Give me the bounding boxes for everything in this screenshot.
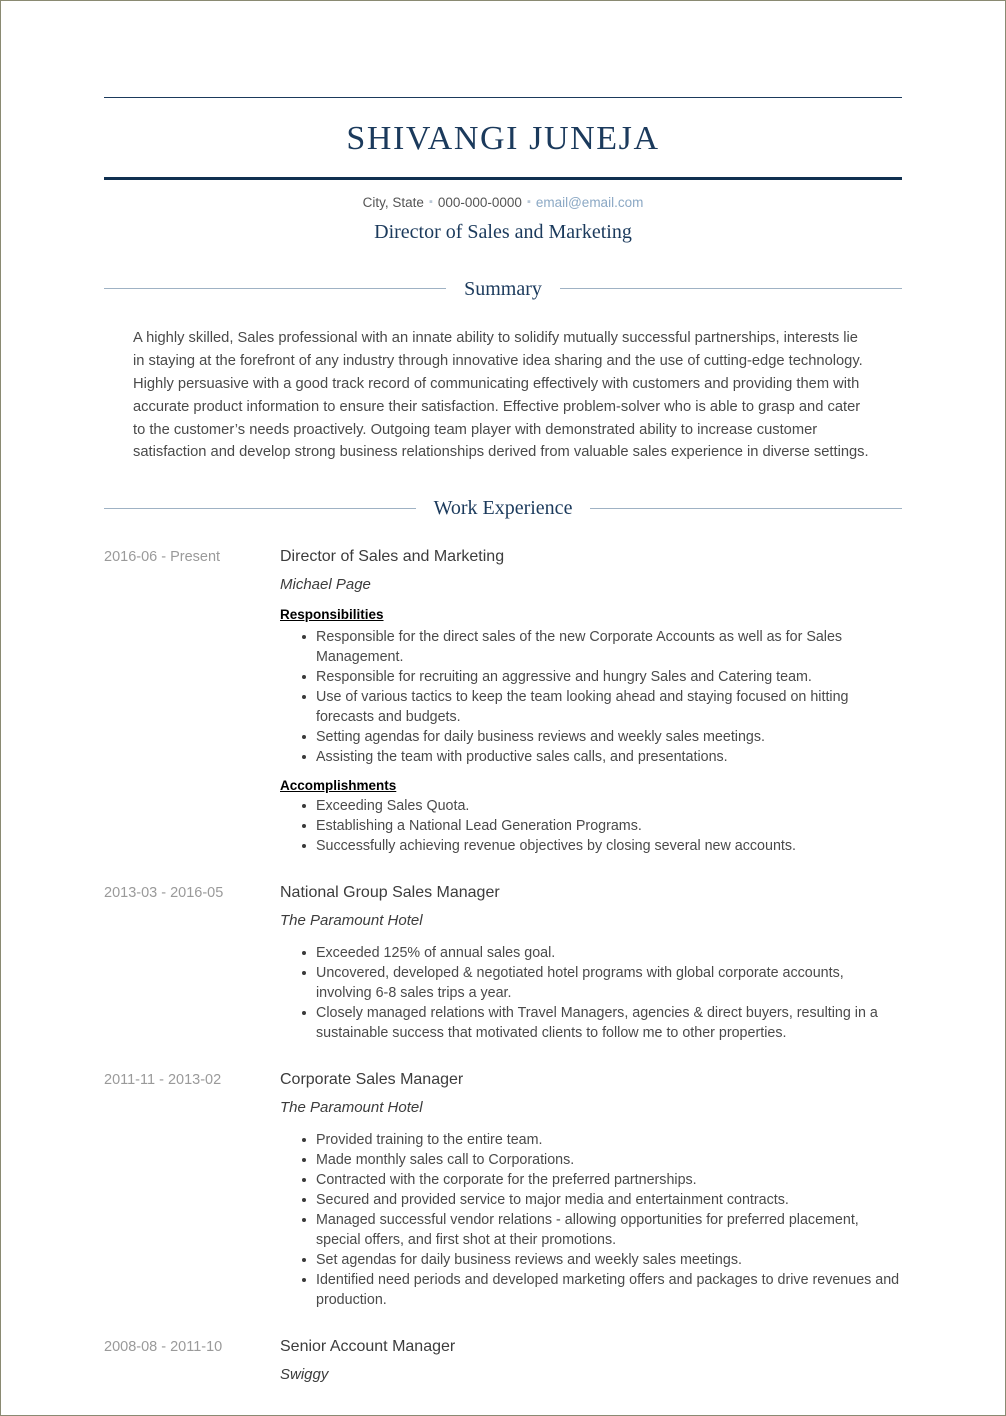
- summary-section: [104, 327, 902, 464]
- experience-entry: [104, 546, 902, 856]
- resume-header: [104, 1, 902, 245]
- resume-content: [1, 1, 1005, 1386]
- experience-title: Director of Sales and Marketing: [280, 548, 505, 566]
- experience-group-heading: Accomplishments: [280, 778, 397, 794]
- experience-company: The Paramount Hotel: [280, 1099, 423, 1117]
- list-item: Successfully achieving revenue objectives by closing several new accounts.: [302, 836, 902, 856]
- list-item: Closely managed relations with Travel Managers, agencies & direct buyers, resulting in a sustainable success that motivated clients to follow me to other properties.: [302, 1003, 902, 1043]
- list-item: Exceeding Sales Quota.: [302, 796, 902, 816]
- experience-company: Michael Page: [280, 576, 371, 594]
- experience-bullet-list: [280, 1130, 902, 1310]
- contact-separator-icon: ▪: [526, 196, 531, 209]
- list-item: Responsible for the direct sales of the new Corporate Accounts as well as for Sales Management.: [302, 627, 902, 667]
- experience-company: Swiggy: [280, 1366, 329, 1384]
- experience-dates: 2008-08 - 2011-10: [104, 1339, 223, 1356]
- experience-entry: [104, 1069, 902, 1310]
- list-item: Use of various tactics to keep the team looking ahead and staying focused on hitting forecasts and budgets.: [302, 687, 902, 727]
- list-item: Uncovered, developed & negotiated hotel programs with global corporate accounts, involving 6-8 sales trips a year.: [302, 963, 902, 1003]
- summary-text: A highly skilled, Sales professional with an innate ability to solidify mutually successful partnerships, interests lie in staying at the forefront of any industry through innovative idea sharing and the use of cutting-edge technology. Highly persuasive with a good track record of communicating effectively with customers and providing them with accurate product information to ensure their satisfaction. Effective problem-solver who is able to grasp and cater to the customer’s needs proactively. Outgoing team player with demonstrated ability to increase customer satisfaction and develop strong business relationships derived from valuable sales experience in diverse settings.: [133, 329, 869, 461]
- list-item: Made monthly sales call to Corporations.: [302, 1150, 902, 1170]
- heading-rule-right: [560, 288, 902, 289]
- contact-separator-icon: ▪: [428, 196, 433, 209]
- list-item: Contracted with the corporate for the preferred partnerships.: [302, 1170, 902, 1190]
- section-heading-summary: [104, 277, 902, 301]
- experience-title: Corporate Sales Manager: [280, 1071, 464, 1089]
- section-title: Work Experience: [433, 497, 573, 520]
- contact-email-link[interactable]: email@email.com: [535, 195, 644, 211]
- experience-bullet-list: [280, 627, 902, 767]
- list-item: Assisting the team with productive sales calls, and presentations.: [302, 747, 902, 767]
- experience-group-heading: Responsibilities: [280, 607, 384, 623]
- experience-bullet-list: [280, 943, 902, 1043]
- section-title: Summary: [464, 277, 542, 300]
- candidate-name: SHIVANGI JUNEJA: [346, 120, 660, 157]
- heading-rule-right: [590, 508, 902, 509]
- list-item: Exceeded 125% of annual sales goal.: [302, 943, 902, 963]
- experience-dates: 2011-11 - 2013-02: [104, 1072, 222, 1089]
- heading-rule-left: [104, 288, 446, 289]
- contact-location: City, State: [362, 195, 424, 211]
- contact-phone: 000-000-0000: [437, 195, 522, 211]
- experience-body: [280, 1069, 902, 1310]
- list-item: Identified need periods and developed marketing offers and packages to drive revenues and production.: [302, 1270, 902, 1310]
- list-item: Establishing a National Lead Generation Programs.: [302, 816, 902, 836]
- candidate-headline: Director of Sales and Marketing: [374, 220, 632, 243]
- experience-body: [280, 1336, 902, 1386]
- list-item: Secured and provided service to major media and entertainment contracts.: [302, 1190, 902, 1210]
- experience-entry: [104, 1336, 902, 1386]
- experience-bullet-list: [280, 796, 902, 856]
- experience-title: Senior Account Manager: [280, 1338, 456, 1356]
- list-item: Provided training to the entire team.: [302, 1130, 902, 1150]
- experience-body: [280, 546, 902, 856]
- list-item: Setting agendas for daily business reviews and weekly sales meetings.: [302, 727, 902, 747]
- contact-line: [104, 180, 902, 212]
- list-item: Managed successful vendor relations - allowing opportunities for preferred placement, special offers, and first shot at their promotions.: [302, 1210, 902, 1250]
- experience-dates: 2016-06 - Present: [104, 549, 221, 566]
- list-item: Set agendas for daily business reviews and weekly sales meetings.: [302, 1250, 902, 1270]
- heading-rule-left: [104, 508, 416, 509]
- list-item: Responsible for recruiting an aggressive and hungry Sales and Catering team.: [302, 667, 902, 687]
- experience-company: The Paramount Hotel: [280, 912, 423, 930]
- experience-body: [280, 882, 902, 1043]
- work-experience-list: [104, 546, 902, 1386]
- experience-title: National Group Sales Manager: [280, 884, 500, 902]
- experience-entry: [104, 882, 902, 1043]
- experience-dates: 2013-03 - 2016-05: [104, 885, 224, 902]
- section-heading-work-experience: [104, 496, 902, 520]
